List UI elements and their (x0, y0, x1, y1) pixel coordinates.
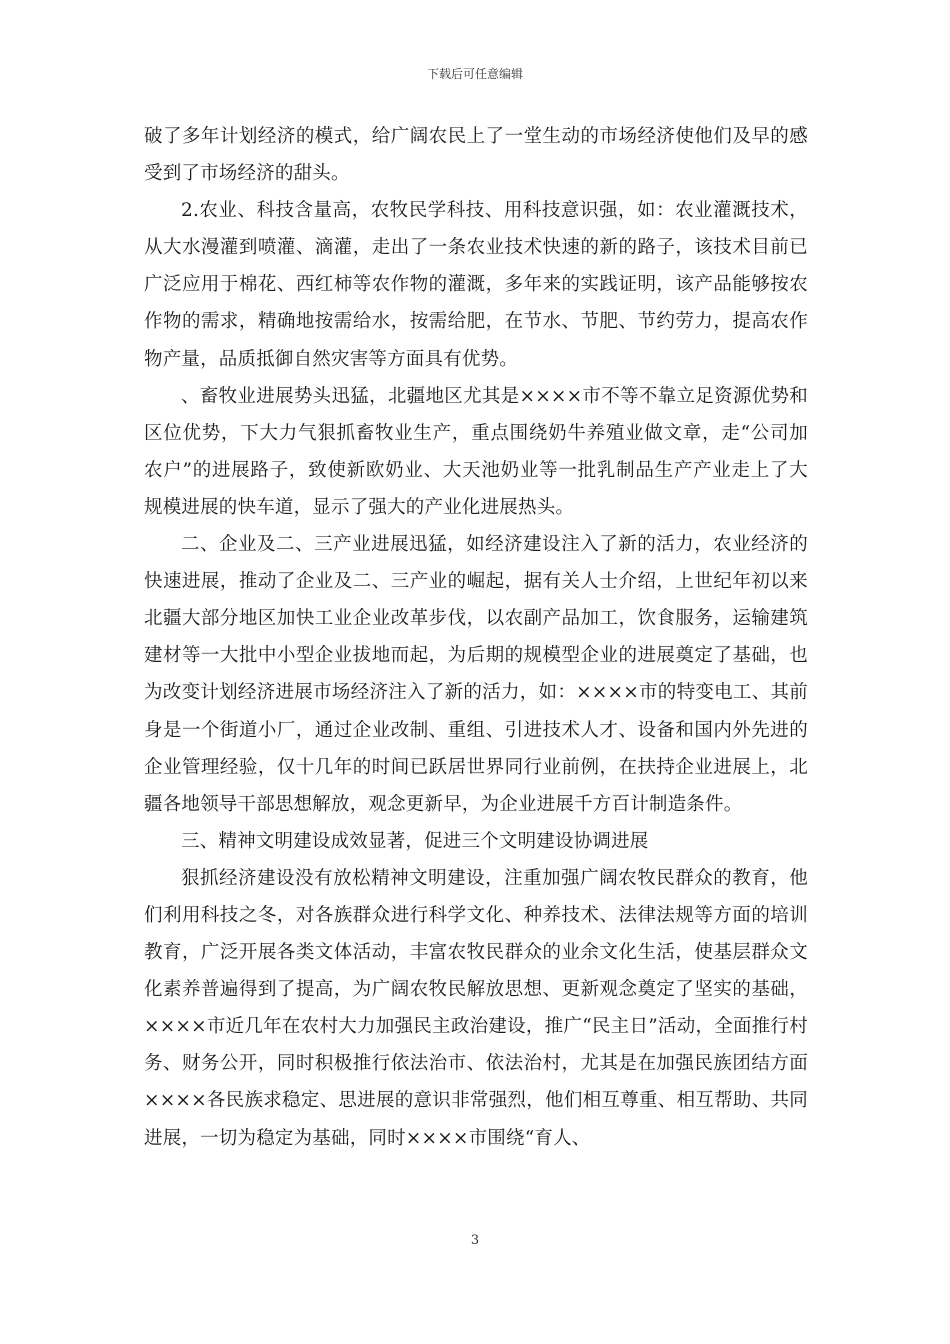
paragraph-enterprise-development: 二、企业及二、三产业进展迅猛，如经济建设注入了新的活力，农业经济的快速进展，推动了企业及二、三产业的崛起，据有关人士介绍，上世纪年初以来北疆大部分地区加快工业企业改革步伐，以农副产品加工，饮食服务，运输建筑建材等一大批中小型企业拔地而起，为后期的规模型企业的进展奠定了基础，也为改变计划经济进展市场经济注入了新的活力，如：××××市的特变电工、其前身是一个街道小厂，通过企业改制、重组、引进技术人才、设备和国内外先进的企业管理经验，仅十几年的时间已跃居世界同行业前例，在扶持企业进展上，北疆各地领导干部思想解放，观念更新早，为企业进展千方百计制造条件。 (144, 534, 808, 815)
paragraph-continuation: 破了多年计划经济的模式，给广阔农民上了一堂生动的市场经济使他们及早的感受到了市场经济的甜头。 (144, 126, 808, 185)
paragraph-spiritual-civilization: 狠抓经济建设没有放松精神文明建设，注重加强广阔农牧民群众的教育，他们利用科技之冬，对各族群众进行科学文化、种养技术、法律法规等方面的培训教育，广泛开展各类文体活动，丰富农牧民群众的业余文化生活，使基层群众文化素养普遍得到了提高，为广阔农牧民解放思想、更新观念奠定了坚实的基础，××××市近几年在农村大力加强民主政治建设，推广“民主日”活动，全面推行村务、财务公开，同时积极推行依法治市、依法治村，尤其是在加强民族团结方面××××各民族求稳定、思进展的意识非常强烈，他们相互尊重、相互帮助、共同进展，一切为稳定为基础，同时××××市围绕“育人、 (144, 867, 808, 1149)
page-number: 3 (470, 1233, 480, 1248)
paragraph-animal-husbandry: 、畜牧业进展势头迅猛，北疆地区尤其是××××市不等不靠立足资源优势和区位优势，下大力气狠抓畜牧业生产，重点围绕奶牛养殖业做文章，走“公司加农户”的进展路子，致使新欧奶业、大天池奶业等一批乳制品生产产业走上了大规模进展的快车道，显示了强大的产业化进展热头。 (144, 385, 808, 518)
section-heading-spiritual-civilization: 三、精神文明建设成效显著，促进三个文明建设协调进展 (181, 830, 649, 852)
document-body (144, 118, 808, 1157)
page-header: 下载后可任意编辑 (426, 67, 523, 81)
paragraph-agriculture-technology: 2.农业、科技含量高，农牧民学科技、用科技意识强，如：农业灌溉技术，从大水漫灌到喷灌、滴灌，走出了一条农业技术快速的新的路子，该技术目前已广泛应用于棉花、西红柿等农作物的灌溉，多年来的实践证明，该产品能够按农作物的需求，精确地按需给水，按需给肥，在节水、节肥、节约劳力，提高农作物产量，品质抵御自然灾害等方面具有优势。 (144, 200, 808, 370)
